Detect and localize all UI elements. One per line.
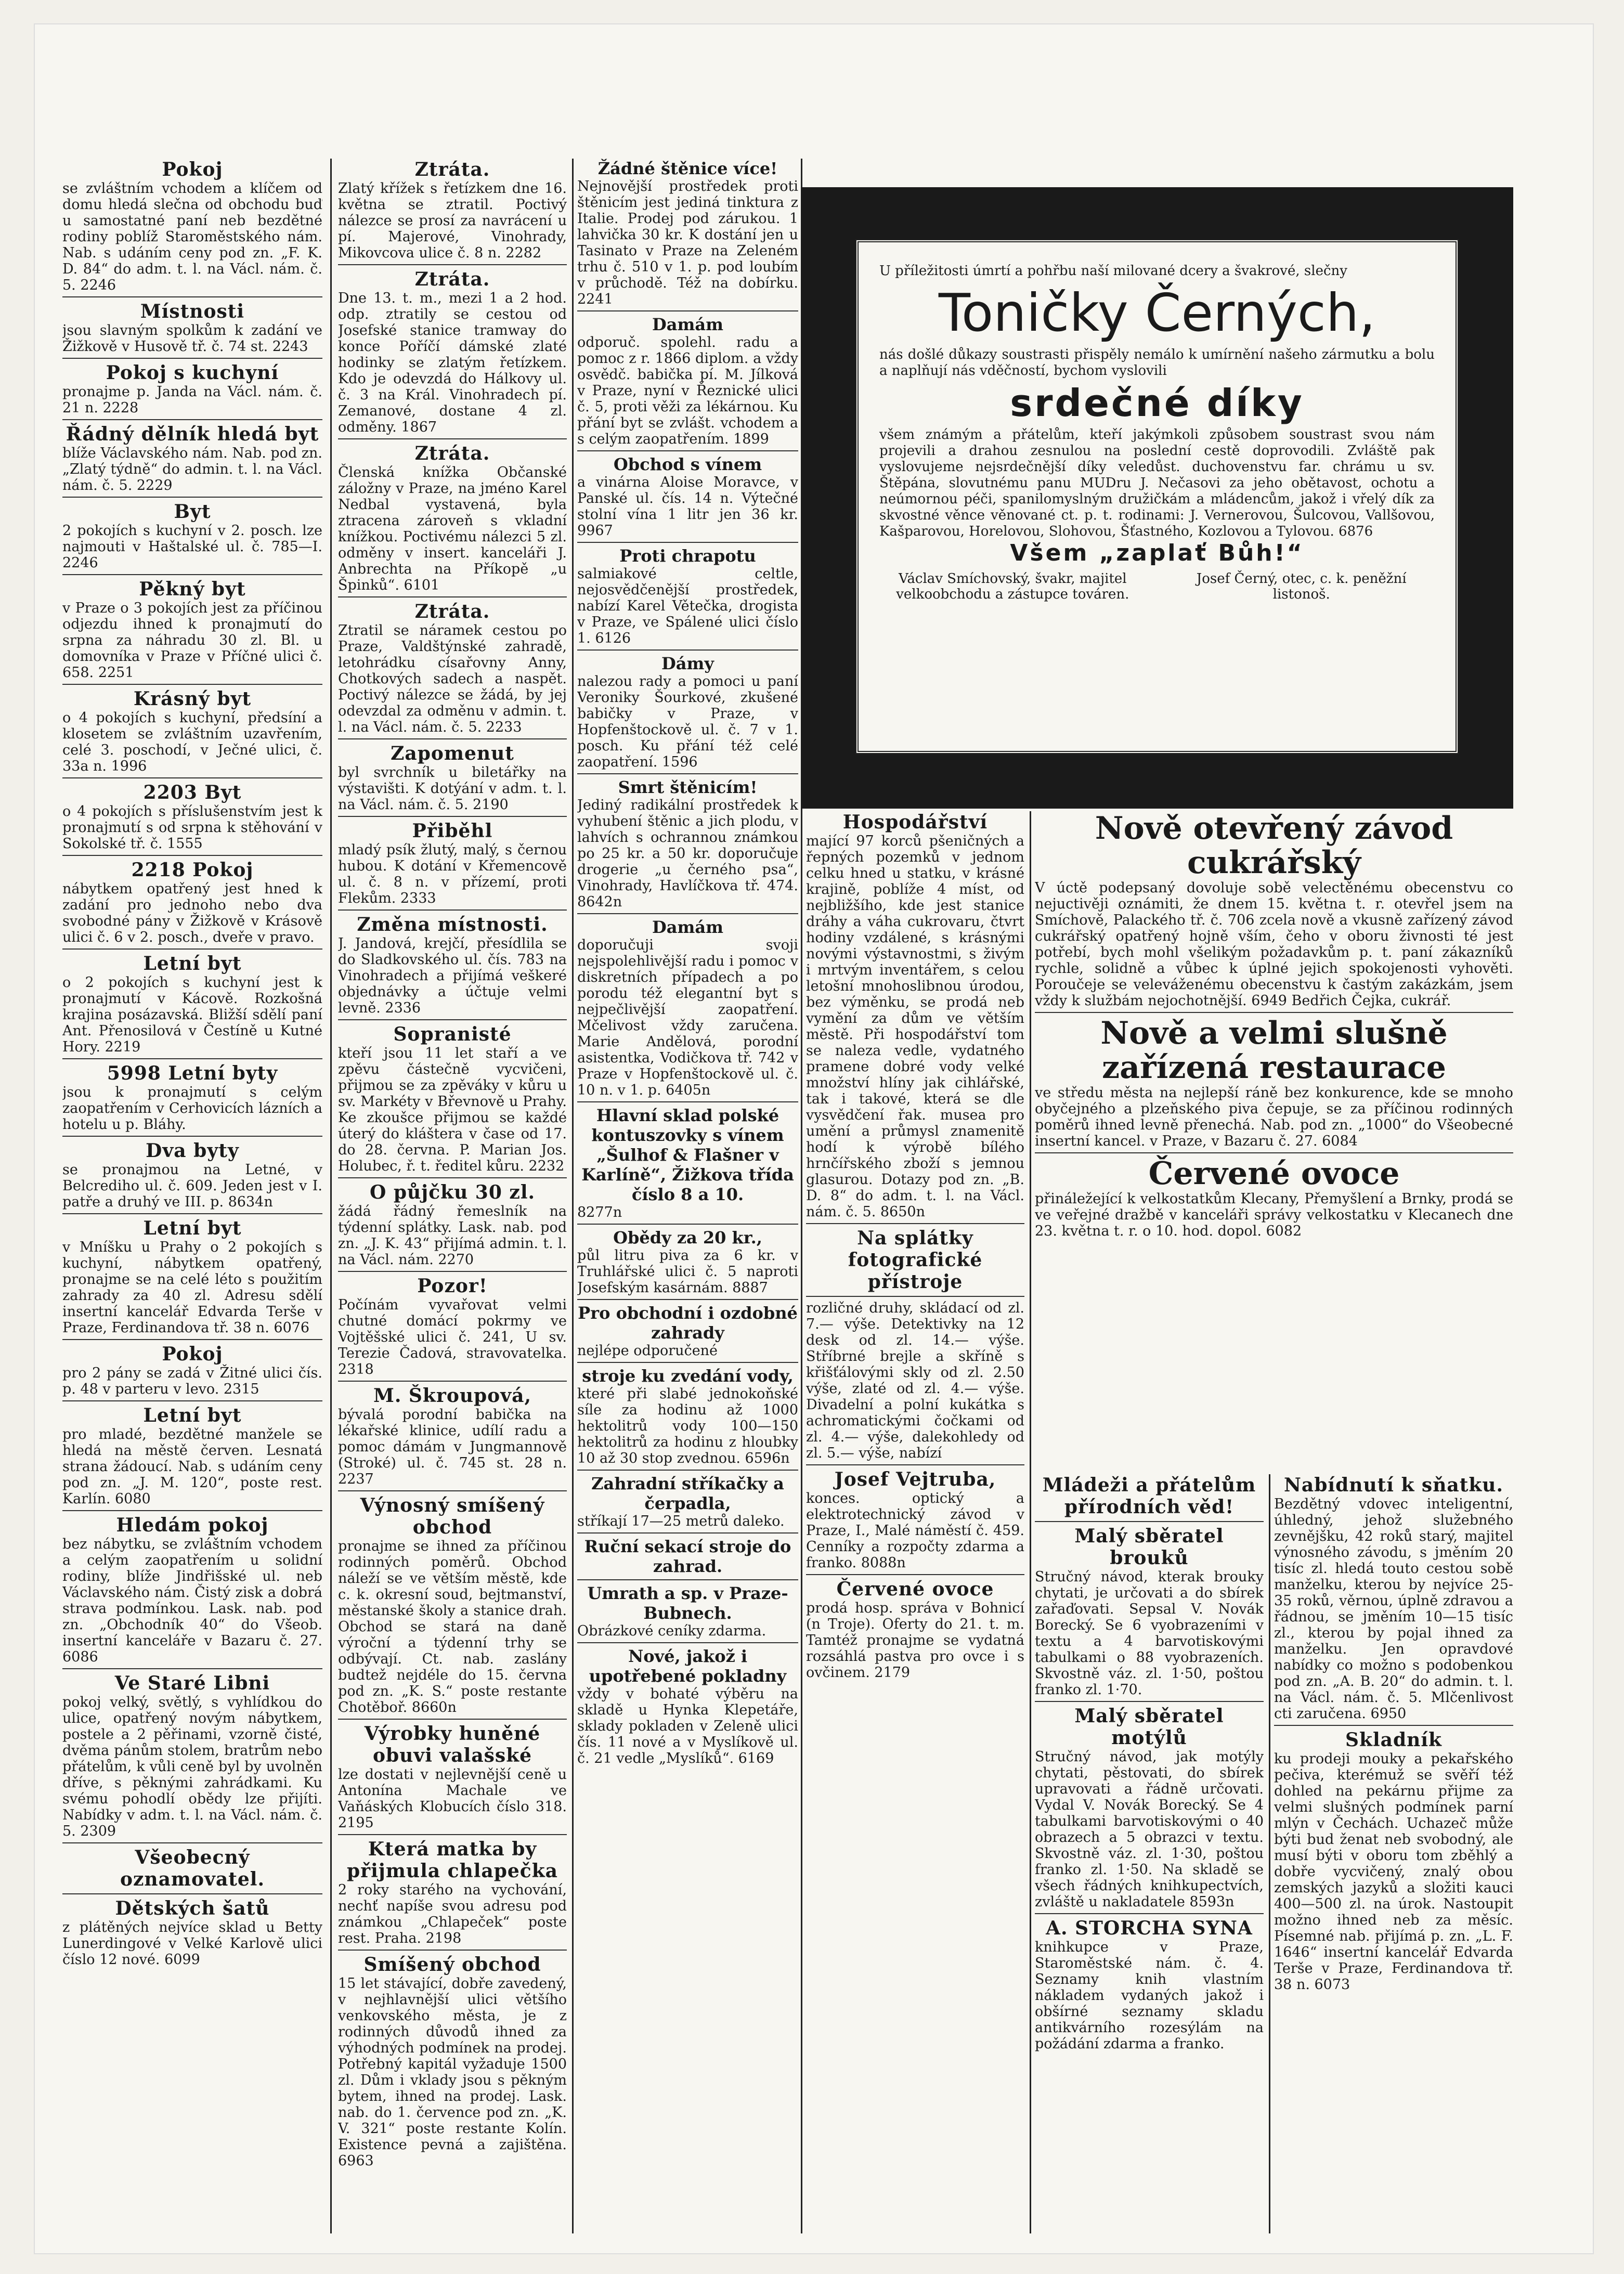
ad-heading: Na splátky fotografické přístroje [848, 1227, 983, 1293]
classified-ad [62, 362, 322, 416]
classified-ad [806, 1469, 1024, 1571]
ad-divider [577, 1532, 798, 1534]
ad-divider [1035, 1701, 1264, 1702]
classified-ad [338, 1838, 567, 1946]
classified-ad [806, 811, 1024, 1220]
signature-left: Václav Smíchovský, švakr, majitel velkoobchodu a zástupce továren. [896, 571, 1129, 602]
classified-ad [577, 917, 798, 1098]
mourning-notice-frame [855, 239, 1459, 754]
ad-divider [62, 574, 322, 575]
ad-text: vždy v bohaté výběru na skladě u Hynka Klepetáře, sklady pokladen v Zeleně ulici čís. 11 nové a v Myslíkově ul. č. 21 vedle „Myslíků“. 6169 [577, 1686, 798, 1766]
classified-ad [62, 859, 322, 945]
classified-ad [338, 1385, 567, 1487]
ad-text: Jediný radikální prostředek k vyhubení štěnic a jich plodu, v lahvích s ochrannou známkou po 25 kr. a 50 kr. doporučuje drogerie „u černého psa“, Vinohrady, Havlíčkova tř. 474. 8642n [577, 797, 798, 910]
classified-ad [338, 1275, 567, 1378]
mourning-thanks-heading: srdečné díky [1010, 381, 1304, 425]
classified-ad [577, 1537, 798, 1576]
ad-divider [338, 1950, 567, 1951]
ad-divider [806, 1574, 1024, 1575]
ad-heading: Ve Staré Libni [114, 1672, 270, 1694]
ad-divider [577, 1579, 798, 1580]
ad-divider [62, 1842, 322, 1843]
ad-heading: Byt [174, 501, 211, 523]
ad-text: 8277n [577, 1204, 622, 1220]
classified-ad [62, 301, 322, 355]
ad-heading: Pokoj [162, 159, 223, 180]
ad-divider [577, 913, 798, 914]
ad-divider [1035, 1521, 1264, 1522]
mourning-intro: U příležitosti úmrtí a pohřbu naší milované dcery a švakrové, slečny [879, 263, 1347, 279]
ad-heading: Nabídnutí k sňatku. [1284, 1474, 1503, 1496]
ad-text: Stručný návod, jak motýly chytati, pěstovati, do sbírek upravovati a řádně určovati. Vydal V. Novák Borecký. Se 4 tabulkami barvotiskovými o 40 obrazech a 5 obrazci v textu. Skvostně váz. zl. 1·30, poštou franko zl. 1·50. Na skladě se všech řádných knihkupectvích, zvláště u nakladatele 8593n [1035, 1749, 1264, 1910]
ad-text: mladý psík žlutý, malý, s černou hubou. K dotání v Křemencově ul. č. 8 n. v přízemí, proti Flekům. 2333 [338, 842, 567, 906]
ad-heading: Hledám pokoj [116, 1514, 269, 1536]
ad-divider [62, 358, 322, 359]
ad-divider [577, 542, 798, 543]
ad-divider [62, 777, 322, 778]
ad-text: z plátěných nejvíce sklad u Betty Lunerdingové v Velké Karlově ulici číslo 12 nové. 6099 [62, 1919, 322, 1968]
classified-ad [577, 1366, 798, 1466]
ad-text: v Praze o 3 pokojích jest za příčinou odjezdu ihned k pronajmutí do srpna za náhradu 30 zl. Bl. u domovníka v Praze v Příčné ulici č. 658. 2251 [62, 600, 322, 681]
mourning-blessing: Všem „zaplať Bůh!“ [1010, 540, 1304, 566]
ad-text: Obrázkové ceníky zdarma. [577, 1623, 766, 1639]
ad-text: bývalá porodní babička na lékařské klinice, udílí radu a pomoc dámám v Jungmannově (Stroké) ul. č. 745 st. 28 n. 2237 [338, 1407, 567, 1487]
ad-divider [338, 1834, 567, 1835]
ad-divider [577, 1362, 798, 1363]
classified-ad [577, 1583, 798, 1639]
ad-divider [62, 948, 322, 950]
ad-heading: Pěkný byt [139, 578, 246, 600]
ad-text: o 2 pokojích s kuchyní jest k pronajmutí v Kácově. Rozkošná krajina posázavská. Bližší sdělí paní Ant. Přenosilová v Čestíně u Kutné Hory. 2219 [62, 974, 322, 1055]
ad-heading: Krásný byt [133, 688, 252, 710]
ad-divider [62, 1893, 322, 1894]
ad-divider [806, 1223, 1024, 1224]
ad-heading: Skladník [1345, 1729, 1442, 1751]
ad-divider [577, 649, 798, 651]
ad-text: Stručný návod, kterak brouky chytati, je určovati a do sbírek zařaďovati. Sepsal V. Novák Borecký. Se 6 vyobrazeními v textu a 4 barvotiskovými tabulkami o 88 vyobrazeních. Skvostně váz. zl. 1·50, poštou franko zl. 1·70. [1035, 1569, 1264, 1698]
ad-heading: Červené ovoce [836, 1578, 994, 1600]
ad-heading: 2218 Pokoj [131, 859, 254, 881]
ad-text: knihkupce v Praze, Staroměstské nám. č. 4. Seznamy knih vlastním nákladem vydaných jakož i obšírné seznamy skladu antikvárního rozesýlám na požádání zdarma a franko. [1035, 1939, 1264, 2052]
ad-heading: Malý sběratel motýlů [1074, 1705, 1224, 1749]
ad-divider [338, 264, 567, 265]
ad-text: nalezou rady a pomoci u paní Veroniky Šourkové, zkušené babičky v Praze, v Hopfenštockově ul. č. 7 v 1. posch. Ku přání též celé zaopatření. 1596 [577, 673, 798, 770]
ad-divider [62, 497, 322, 498]
ad-text: rozličné druhy, skládací od zl. 7.— výše. Detektivky na 12 desk od zl. 14.— výše. Stříbrné brejle a skříně s křišťálovými skly od zl. 2.50 výše, zlaté od zl. 4.— výše. Divadelní a polní kukátka s achromatickými čočkami od zl. 4.— výše, dalekohledy od zl. 5.— výše, nabízí [806, 1300, 1024, 1461]
ad-divider [62, 296, 322, 297]
mourning-text-1: nás došlé důkazy soustrasti přispěly nemálo k umírnění našeho zármutku a bolu a naplňují nás vděčností, bychom vyslovili [879, 347, 1435, 379]
classified-ad [62, 782, 322, 852]
ad-heading: Dámy [661, 654, 714, 673]
classified-ad [62, 1140, 322, 1210]
ad-text: nejlépe odporučené [577, 1343, 718, 1359]
ad-heading: Červené ovoce [1148, 1155, 1400, 1192]
ad-divider [62, 1339, 322, 1340]
classified-ad [577, 454, 798, 539]
ad-text: pro mladé, bezdětné manžele se hledá na městě červen. Lesnatá strana žádoucí. Nab. s udáním ceny pod zn. „J. M. 120“, poste rest. Karlín. 6080 [62, 1426, 322, 1507]
column-5 [1035, 811, 1513, 1472]
ad-divider [1035, 1152, 1513, 1153]
classified-ad [1035, 811, 1513, 1009]
ad-divider [62, 1058, 322, 1059]
mourning-name: Toničky Černých, [938, 282, 1376, 343]
classified-ad [577, 1228, 798, 1296]
classified-ad [338, 268, 567, 435]
ad-text: nábytkem opatřený jest hned k zadání pro jednoho nebo dva svobodné pány v Žižkově v Krásově ulici č. 6 v 2. posch., dveře v pravo. [62, 881, 322, 945]
ad-heading: Proti chrapotu [619, 546, 756, 566]
classified-ad [577, 1646, 798, 1766]
ad-divider [338, 596, 567, 597]
classified-ad [62, 1343, 322, 1397]
ad-heading: Hospodářství [842, 811, 988, 833]
classified-ad [1035, 1917, 1264, 2052]
ad-text: 2 roky starého na vychování, nechť napíše svou adresu pod známkou „Chlapeček“ poste rest. Praha. 2198 [338, 1882, 567, 1946]
classified-ad [338, 1495, 567, 1716]
classified-ad [62, 1847, 322, 1890]
column-1 [62, 159, 322, 2233]
column-6 [1035, 1474, 1264, 2233]
ad-divider [577, 450, 798, 451]
ad-text: Zlatý křížek s řetízkem dne 16. května se ztratil. Poctivý nálezce se prosí za navrácení u pí. Majerové, Vinohrady, Mikovcova ulice č. 8 n. 2282 [338, 180, 567, 261]
ad-heading: A. STORCHA SYNA [1046, 1917, 1253, 1939]
signature-right: Josef Černý, otec, c. k. peněžní listonoš. [1196, 571, 1407, 602]
ad-heading: Pokoj [162, 1343, 223, 1365]
ad-divider [338, 1719, 567, 1720]
classified-ad [806, 1300, 1024, 1461]
ad-heading: Obchod s vínem [613, 454, 762, 474]
ad-divider [806, 1464, 1024, 1465]
ad-text: jsou slavným spolkům k zadání ve Žižkově v Husově tř. č. 74 st. 2243 [62, 322, 322, 355]
classified-ad [338, 601, 567, 735]
ad-text: Ztratil se náramek cestou po Praze, Valdštýnské zahradě, letohrádku císařovny Anny, Chotkových sadech a naspět. Poctivý nálezce se žádá, by jej odevzdal za odměnu v admin. t. l. na Václ. nám. č. 5. 2233 [338, 622, 567, 735]
ad-heading: Ztráta. [414, 268, 490, 290]
classified-ad [1035, 1157, 1513, 1239]
ad-heading: M. Škroupová, [373, 1385, 531, 1407]
ad-heading: Ztráta. [414, 159, 490, 180]
ad-divider [338, 1177, 567, 1178]
ad-divider [577, 1224, 798, 1225]
ad-divider [577, 1642, 798, 1643]
ad-divider [62, 855, 322, 856]
ad-divider [338, 1271, 567, 1272]
column-2 [338, 159, 567, 2233]
ad-text: prodá hosp. správa v Bohnicí (n Troje). Oferty do 21. t. m. Tamtéž pronajme se vydatná rozsáhlá pastva pro ovce i s ovčinem. 2179 [806, 1600, 1024, 1681]
ad-heading: Ruční sekací stroje do zahrad. [584, 1537, 791, 1576]
ad-text: a vinárna Aloise Moravce, v Panské ul. čís. 14 n. Výtečné stolní vína 1 litr jen 36 kr. 9967 [577, 474, 798, 539]
classified-ad [577, 1474, 798, 1529]
classified-ad [338, 914, 567, 1016]
classified-ad [338, 743, 567, 813]
classified-ad [577, 546, 798, 646]
classified-ad [62, 578, 322, 681]
classified-ad [577, 654, 798, 770]
ad-text: pronajme se ihned za příčinou rodinných poměrů. Obchod náleží se ve větším městě, kde c. k. okresní soud, bejtmanství, městanské školy a stanice drah. Obchod se stará na daně výroční a týdenní trhy se odbývají. Ct. nab. zaslány budtež nejdéle do 15. června pod zn. „K. S.“ poste restante Chotěboř. 8660n [338, 1538, 567, 1716]
classified-ad [338, 1723, 567, 1831]
classified-ad [62, 688, 322, 774]
column-rule [572, 159, 574, 2233]
classified-ad [1035, 1016, 1513, 1149]
ad-text: se pronajmou na Letné, v Belcrediho ul. č. 609. Jeden jest v I. patře a druhý ve III. p. 8634n [62, 1162, 322, 1210]
ad-heading: Pozor! [417, 1275, 488, 1297]
ad-divider [62, 1400, 322, 1401]
classified-ad [1035, 1474, 1264, 1518]
classified-ad [62, 1217, 322, 1336]
ad-divider [1274, 1725, 1513, 1726]
ad-heading: Letní byt [143, 1405, 242, 1426]
classified-ad [62, 1672, 322, 1839]
ad-heading: Výnosný smíšený obchod [360, 1495, 545, 1538]
ad-heading: Řádný dělník hledá byt [66, 423, 319, 445]
ad-text: kteří jsou 11 let staří a ve zpěvu částečně vycvičeni, přijmou se za zpěváky v kůru u sv. Markéty v Břevnově u Prahy. Ke zkoušce přijmou se každé úterý do kláštera v čase od 17. do 28. června. P. Marian Jos. Holubec, ř. t. ředitel kůru. 2232 [338, 1045, 567, 1174]
ad-divider [338, 1019, 567, 1020]
ad-text: jsou k pronajmutí s celým zaopatřením v Cerhovicích lázních a hotelu u p. Bláhy. [62, 1084, 322, 1133]
ad-heading: Letní byt [143, 1217, 242, 1239]
classified-ad [62, 501, 322, 571]
ad-heading: Pro obchodní i ozdobné zahrady [578, 1303, 798, 1343]
ad-heading: Damám [652, 917, 723, 937]
ad-divider [62, 1668, 322, 1669]
classified-ad [1035, 1705, 1264, 1910]
ad-heading: Zapomenut [391, 743, 514, 764]
column-rule [330, 159, 332, 2233]
classified-ad [62, 1514, 322, 1665]
classified-ad [806, 1227, 1024, 1293]
ad-text: mající 97 korců pšeničných a řepných pozemků v jednom celku hned u statku, v krásné krajině, poblíže 4 míst, od nejbližšího, kde jest stanice dráhy a váha cukrovaru, čtvrt hodiny vzdálené, s krásnými novými výstavnostmi, s živým i mrtvým inventářem, s celou letošní mnohoslibnou úrodou, bez výměnku, se prodá neb vymění za dům ve větším městě. Při hospodářství tom se naleza vedle, vydatného pramene dobré vody velké množství hlíny jak cihlářské, tak i takové, která se dle vysvědčení řak. musea pro umění a průmysl znamenitě hodí k výrobě bílého hrnčířského zboží s jemnou glasurou. Dotazy pod zn. „B. D. 8“ do adm. t. l. na Václ. nám. č. 5. 8650n [806, 833, 1024, 1220]
ad-heading: Josef Vejtruba, [834, 1469, 996, 1490]
ad-heading: Výrobky huněné obuvi valašské [364, 1723, 541, 1766]
ad-text: pro 2 pány se zadá v Žitné ulici čís. p. 48 v parteru v levo. 2315 [62, 1365, 322, 1397]
ad-heading: Všeobecný oznamovatel. [120, 1847, 265, 1890]
ad-divider [577, 1470, 798, 1471]
classified-ad [806, 1578, 1024, 1681]
ad-divider [577, 1299, 798, 1300]
ad-heading: O půjčku 30 zl. [369, 1181, 536, 1203]
ad-heading: Mládeži a přátelům přírodních věd! [1042, 1474, 1256, 1518]
ad-text: V úctě podepsaný dovoluje sobě velectěnému obecenstvu co nejuctivěji oznámiti, že dnem 15. května t. r. otevřel jsem na Smíchově, Palackého tř. č. 706 zcela nově a vkusně zařízený závod cukrářský opatřený hojně vším, čeho v oboru živnosti té jest potřebí, bych mohl všelikým požadavkům p. t. paní zákazníků rychle, solidně a vůbec k úplné jejich spokojenosti vyhověti. Poroučeje se veleváženému obecenstvu k častým zakázkám, jsem vždy k službám nejochotnější. 6949 Bedřich Čejka, cukrář. [1035, 880, 1513, 1009]
ad-text: ve středu města na nejlepší ráně bez konkurence, kde se mnoho obyčejného a plzeňského piva čepuje, se za příčinou rodinných poměrů ihned levně přenechá. Nab. pod zn. „1000“ do Všeobecné insertní kancel. v Praze, v Bazaru č. 27. 6084 [1035, 1085, 1513, 1149]
ad-text: přináležející k velkostatkům Klecany, Přemyšlení a Brnky, prodá se ve veřejné dražbě v kanceláři správy velkostatku v Klecanech dne 23. května t. r. o 10. hod. dopol. 6082 [1035, 1191, 1513, 1239]
ad-text: Bezdětný vdovec inteligentní, úhledný, jehož služebného zevnějšku, 42 roků starý, majitel výnosného závodu, s jměním 20 tisíc zl. hledá touto cestou sobě manželku, kterou by nejvíce 25-35 roků, věrnou, úplně zdravou a řádnou, se jměním 10—15 tisíc zl., kterou by pojal ihned za manželku. Jen opravdové nabídky co možno s podobenkou pod zn. „A. B. 20“ do admin. t. l. na Václ. nám. č. 5. Mlčenlivost cti zaručena. 6950 [1274, 1496, 1513, 1722]
ad-heading: 5998 Letní byty [107, 1062, 278, 1084]
classified-ad [62, 159, 322, 293]
ad-heading: Umrath a sp. v Praze-Bubnech. [587, 1583, 788, 1623]
classified-ad [62, 953, 322, 1055]
ad-text: o 4 pokojích s příslušenstvím jest k pronajmutí s od srpna k stěhování v Sokolské tř. č. 1555 [62, 803, 322, 852]
classified-ad [62, 1405, 322, 1507]
ad-heading: Žádné štěnice více! [597, 159, 778, 178]
ad-text: o 4 pokojích s kuchyní, předsíní a klosetem se zvláštním uzavřením, celé 3. poschodí, v Ječné ulici, č. 33a n. 1996 [62, 710, 322, 774]
mourning-text-2: všem známým a přátelům, kteří jakýmkoli způsobem soustrast svou nám projevili a drahou zesnulou na poslední cestě doprovodili. Zvláště pak vyslovujeme nejsrdečnější díky veledůst. duchovenstvu far. chrámu u sv. Štěpána, slovutnému panu MUDru J. Nečasovi za jeho obětavost, ochotu a neúmornou péči, spanilomyslným družičkám a mládencům, jakož i vřelý dík za skvostné věnce věnované ct. p. t. rodinami: J. Vernerovou, Šulcovou, Vallšovou, Kašparovou, Horelovou, Slohovou, Šťastného, Kozlovou a Tylovou. 6876 [879, 427, 1435, 539]
classified-ad [338, 159, 567, 261]
ad-heading: Dětských šatů [115, 1898, 270, 1919]
ad-text: blíže Václavského nám. Nab. pod zn. „Zlatý týdně“ do admin. t. l. na Václ. nám. č. 5. 2229 [62, 445, 322, 493]
ad-divider [1035, 1913, 1264, 1914]
classified-ad [577, 1303, 798, 1359]
ad-text: Dne 13. t. m., mezi 1 a 2 hod. odp. ztratily se cestou od Josefské stanice tramway do konce Poříčí dámské zlaté hodinky se zlatým řetízkem. Kdo je odevzdá do Hálkovy ul. č. 3 na Král. Vinohradech pí. Zemanové, dostane 4 zl. odměny. 1867 [338, 290, 567, 435]
classified-ad [1274, 1729, 1513, 1993]
ad-heading: Sopranisté [393, 1023, 512, 1045]
ad-heading: Malý sběratel brouků [1074, 1525, 1224, 1569]
ad-heading: Obědy za 20 kr., [613, 1228, 762, 1248]
ad-divider [62, 1136, 322, 1137]
ad-divider [338, 438, 567, 439]
ad-heading: stroje ku zvedání vody, [582, 1366, 794, 1386]
ad-divider [338, 1381, 567, 1382]
ad-text: 15 let stávající, dobře zavedený, v nejhlavnější ulici většího venkovského města, je z rodinných důvodů ihned za výhodných podmínek na prodej. Potřebný kapitál vyžaduje 1500 zl. Dům i vklady jsou s pěkným bytem, ihned na prodej. Lask. nab. do 1. července pod zn. „K. V. 321“ poste restante Kolín. Existence pevná a zajištěna. 6963 [338, 1976, 567, 2169]
ad-heading: Nově otevřený závod cukrářský [1095, 811, 1453, 881]
classified-ad [338, 1954, 567, 2169]
ad-heading: Nové, jakož i upotřebené pokladny [589, 1646, 787, 1686]
ad-heading: Zahradní stříkačky a čerpadla, [591, 1474, 784, 1513]
ad-divider [806, 1296, 1024, 1297]
ad-heading: Nově a velmi slušně zařízená restaurace [1100, 1015, 1448, 1086]
ad-divider [577, 310, 798, 311]
mourning-signatures [879, 571, 1435, 602]
mourning-notice [801, 187, 1513, 809]
ad-text: žádá řádný řemeslník na týdenní splátky. Lask. nab. pod zn. „J. K. 43“ přijímá admin. t. l. na Václ. nám. 2270 [338, 1203, 567, 1268]
classified-ad [338, 1023, 567, 1174]
classified-ad [62, 1062, 322, 1133]
ad-heading: Damám [652, 315, 723, 334]
ad-heading: Ztráta. [414, 443, 490, 464]
ad-text: konces. optický a elektrotechnický závod v Praze, I., Malé náměstí č. 459. Cenníky a rozpočty zdarma a franko. 8088n [806, 1490, 1024, 1571]
ad-heading: Přiběhl [412, 820, 493, 842]
column-7 [1274, 1474, 1513, 2233]
ad-text: které při slabé jednokoňské síle za hodinu až 1000 hektolitrů vody 100—150 hektolitrů za hodinu z hloubky 10 až 30 stop zvednou. 6596n [577, 1386, 798, 1466]
classified-ad [1035, 1525, 1264, 1698]
classified-ad [62, 1898, 322, 1968]
ad-divider [338, 816, 567, 817]
ad-text: v Mníšku u Prahy o 2 pokojích s kuchyní, nábytkem opatřený, pronajme se na celé léto s použitím zahrady za 40 zl. Adresu sdělí insertní kancelář Edvarda Terše v Praze, Ferdinandova tř. 38 n. 6076 [62, 1239, 322, 1336]
ad-text: Počínám vyvařovat velmi chutné domácí pokrmy ve Vojtěšské ulici č. 241, U sv. Terezie Čadová, stravovatelka. 2318 [338, 1297, 567, 1378]
ad-divider [577, 1101, 798, 1102]
ad-heading: Letní byt [143, 953, 242, 974]
column-4 [806, 811, 1024, 2233]
column-rule [1030, 811, 1031, 2233]
ad-heading: Ztráta. [414, 601, 490, 622]
ad-text: pokoj velký, světlý, s vyhlídkou do ulice, opatřený novým nábytkem, postele a 2 pěřinami, vzorně čisté, dvěma pánům stolem, bratrům nebo přátelům, k vůli ceně byl by uvolněn dříve, s pěknými zahrádkami. Ku svému pohodlí obědy lze přijíti. Nabídky v adm. t. l. na Václ. nám. č. 5. 2309 [62, 1694, 322, 1839]
ad-text: pronajme p. Janda na Václ. nám. č. 21 n. 2228 [62, 384, 322, 416]
classified-ad [338, 1181, 567, 1268]
ad-heading: Dva byty [146, 1140, 239, 1162]
ad-divider [577, 773, 798, 774]
ad-heading: Změna místnosti. [357, 914, 548, 935]
classified-ad [577, 315, 798, 447]
ad-heading: Smrt štěnicím! [618, 777, 758, 797]
ad-heading: Smíšený obchod [363, 1954, 541, 1976]
classified-ad [338, 820, 567, 906]
ad-divider [338, 738, 567, 739]
ad-text: salmiakové celtle, nejosvědčenější prostředek, nabízí Karel Větečka, drogista v Praze, ve Spálené ulici číslo 1. 6126 [577, 566, 798, 646]
ad-text: Členská knížka Občanské záložny v Praze, na jméno Karel Nedbal vystavená, byla ztracena zároveň s vkladní knížkou. Poctivému nálezci 5 zl. odměny v insert. kanceláři J. Anbrechta na Příkopě „u Špinků“. 6101 [338, 464, 567, 593]
ad-divider [338, 909, 567, 911]
ad-text: J. Jandová, krejčí, přesídlila se do Sladkovského ul. čís. 783 na Vinohradech a přijímá veškeré objednávky a účtuje velmi levně. 2336 [338, 935, 567, 1016]
ad-divider [62, 1213, 322, 1214]
ad-divider [62, 419, 322, 420]
ad-text: Nejnovější prostředek proti štěnicím jest jediná tinktura z Italie. Prodej pod zárukou. 1 lahvička 30 kr. K dostání jen u Tasinato v Praze na Zeleném trhu č. 510 v 1. p. pod loubím v průchodě. Též na dobírku. 2241 [577, 178, 798, 307]
ad-heading: Pokoj s kuchyní [106, 362, 279, 384]
ad-text: 2 pokojích s kuchyní v 2. posch. lze najmouti v Haštalské ul. č. 785—I. 2246 [62, 523, 322, 571]
ad-divider [338, 1490, 567, 1491]
ad-text: bez nábytku, se zvláštním vchodem a celým zaopatřením u solidní rodiny, blíže Jindřišské ul. neb Václavského nám. Čistý zisk a dobrá strava podmínkou. Lask. nab. pod zn. „Obchodník 40“ do Všeob. insertní kanceláře v Bazaru č. 27. 6086 [62, 1536, 322, 1665]
ad-text: doporučuji svoji nejspolehlivější radu i pomoc v diskretních případech a po porodu též elegantní byt s nejpečlivější zaopatření. Mčelivost vždy zaručena. Marie Andělová, porodní asistentka, Vodičkova tř. 742 v Praze v Hopfenštockově ul. č. 10 n. v 1. p. 6405n [577, 937, 798, 1098]
ad-text: byl svrchník u biletářky na výstavišti. K dotýání v adm. t. l. na Václ. nám. č. 5. 2190 [338, 764, 567, 813]
ad-heading: Hlavní sklad polské kontuszovky s vínem „Šulhof & Flašner v Karlíně“, Žižkova třída číslo 8 a 10. [581, 1106, 794, 1204]
classified-ad [577, 1106, 798, 1220]
ad-text: odporuč. spolehl. radu a pomoc z r. 1866 diplom. a vždy osvědč. babička pí. M. Jílková v Praze, nyní v Řeznické ulici č. 5, proti věži za lékárnou. Ku přání byt se zvlášt. vchodem a s celým zaopatřením. 1899 [577, 334, 798, 447]
newspaper-page [34, 23, 1594, 2254]
ad-text: půl litru piva za 6 kr. v Truhlářské ulici č. 5 naproti Josefským kasárnám. 8887 [577, 1248, 798, 1296]
column-3 [577, 159, 798, 2233]
classified-ad [1274, 1474, 1513, 1722]
ad-text: lze dostati v nejlevnější ceně u Antonína Machale ve Vaňáských Klobucích číslo 318. 2195 [338, 1766, 567, 1831]
classified-ad [338, 443, 567, 593]
ad-text: se zvláštním vchodem a klíčem od domu hledá slečna od obchodu buď u samostatné paní neb bezdětné rodiny poblíž Staroměstského nám. Nab. s udáním ceny pod zn. „F. K. D. 84“ do adm. t. l. na Václ. nám. č. 5. 2246 [62, 180, 322, 293]
ad-heading: Místnosti [140, 301, 245, 322]
ad-divider [1035, 1012, 1513, 1013]
classified-ad [577, 777, 798, 910]
classified-ad [577, 159, 798, 307]
ad-text: stříkají 17—25 metrů daleko. [577, 1513, 785, 1529]
ad-divider [62, 684, 322, 685]
ad-text: ku prodeji mouky a pekařského pečiva, kterémuž se svěří též dohled na pekárnu přijme za velmi slušných podmínek parní mlýn v Čechách. Uchazeč může býti bud ženat neb svobodný, ale musí býti v oboru tom zběhlý a dobře vycvičený, znalý obou zemských jazyků a složiti kauci 400—500 zl. na úrok. Nastoupit možno ihned neb za měsíc. Písemné nab. přijímá p. zn. „L. F. 1646“ insertní kancelář Edvarda Terše v Praze, Ferdinandova tř. 38 n. 6073 [1274, 1751, 1513, 1993]
ad-heading: Která matka by přijmula chlapečka [346, 1838, 558, 1882]
ad-heading: 2203 Byt [143, 782, 242, 803]
classified-ad [62, 423, 322, 493]
ad-divider [62, 1510, 322, 1511]
column-rule [1269, 1474, 1270, 2233]
